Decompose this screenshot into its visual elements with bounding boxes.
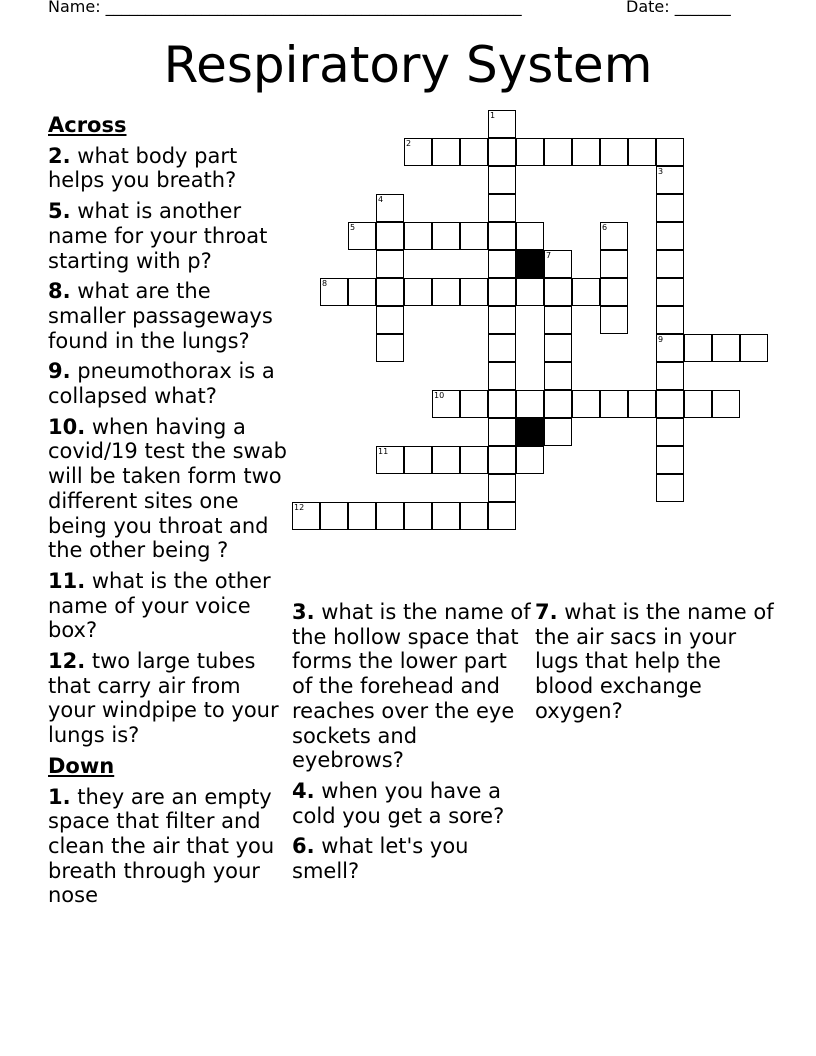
grid-cell[interactable] (656, 362, 684, 390)
clue-number: 4. (292, 778, 315, 803)
grid-cell[interactable] (740, 334, 768, 362)
grid-cell[interactable] (404, 446, 432, 474)
clue-text: what is the name of the hollow space that forms the lower part of the forehead and reaches over the eye sockets and eyebrows? (292, 600, 531, 773)
grid-cell[interactable] (348, 278, 376, 306)
grid-cell[interactable] (376, 446, 404, 474)
clue-across-9 (48, 359, 288, 408)
clue-down-1 (48, 785, 288, 909)
grid-cell[interactable] (712, 334, 740, 362)
grid-cell[interactable] (656, 418, 684, 446)
grid-cell[interactable] (488, 250, 516, 278)
grid-cell[interactable] (376, 222, 404, 250)
grid-cell[interactable] (432, 138, 460, 166)
grid-cell[interactable] (656, 166, 684, 194)
grid-cell[interactable] (656, 474, 684, 502)
clue-down-7 (535, 600, 775, 724)
grid-cell[interactable] (376, 278, 404, 306)
grid-cell[interactable] (376, 502, 404, 530)
grid-cell[interactable] (488, 418, 516, 446)
grid-cell[interactable] (404, 222, 432, 250)
grid-cell[interactable] (404, 278, 432, 306)
clue-text: what is the name of the air sacs in your lugs that help the blood exchange oxygen? (535, 600, 774, 723)
grid-cell[interactable] (684, 390, 712, 418)
clue-text: what let's you smell? (292, 834, 469, 884)
grid-cell[interactable] (488, 362, 516, 390)
grid-cell[interactable] (488, 502, 516, 530)
grid-cell[interactable] (656, 250, 684, 278)
clue-text: what is another name for your throat starting with p? (48, 199, 268, 273)
across-heading: Across (48, 113, 127, 137)
grid-cell[interactable] (460, 222, 488, 250)
grid-cell[interactable] (656, 334, 684, 362)
grid-cell[interactable] (460, 446, 488, 474)
grid-cell[interactable] (656, 278, 684, 306)
grid-cell[interactable] (656, 222, 684, 250)
grid-cell[interactable] (656, 306, 684, 334)
grid-cell[interactable] (544, 306, 572, 334)
grid-cell[interactable] (600, 222, 628, 250)
grid-cell[interactable] (432, 446, 460, 474)
clue-number: 12. (48, 649, 86, 674)
clue-text: two large tubes that carry air from your windpipe to your lungs is? (48, 649, 279, 748)
grid-cell[interactable] (656, 390, 684, 418)
grid-cell[interactable] (684, 334, 712, 362)
grid-cell[interactable] (460, 278, 488, 306)
grid-cell[interactable] (712, 390, 740, 418)
cell-number: 3 (658, 167, 664, 176)
grid-cell[interactable] (320, 502, 348, 530)
clues-column-2 (292, 600, 532, 890)
clue-number: 8. (48, 279, 71, 304)
grid-cell[interactable] (600, 138, 628, 166)
grid-cell[interactable] (488, 390, 516, 418)
cell-number: 5 (350, 223, 356, 232)
grid-cell[interactable] (488, 138, 516, 166)
name-field-label: Name: ____________________________________________________ (48, 0, 522, 16)
grid-cell[interactable] (488, 278, 516, 306)
cell-number: 2 (406, 139, 412, 148)
grid-cell[interactable] (628, 138, 656, 166)
cell-number: 7 (546, 251, 552, 260)
grid-cell[interactable] (488, 334, 516, 362)
grid-cell[interactable] (460, 502, 488, 530)
grid-cell[interactable] (600, 250, 628, 278)
grid-cell[interactable] (544, 250, 572, 278)
grid-cell[interactable] (656, 138, 684, 166)
grid-cell[interactable] (348, 222, 376, 250)
grid-cell[interactable] (292, 502, 320, 530)
clue-number: 3. (292, 600, 315, 624)
grid-cell[interactable] (544, 418, 572, 446)
clue-number: 10. (48, 414, 86, 439)
clues-column-3 (535, 600, 775, 730)
grid-block (516, 418, 544, 446)
grid-cell[interactable] (432, 502, 460, 530)
grid-cell[interactable] (656, 194, 684, 222)
grid-cell[interactable] (544, 362, 572, 390)
grid-cell[interactable] (488, 306, 516, 334)
clue-text: pneumothorax is a collapsed what? (48, 359, 275, 409)
clue-number: 6. (292, 834, 315, 859)
clue-down-6 (292, 834, 532, 883)
grid-block (516, 250, 544, 278)
grid-cell[interactable] (376, 306, 404, 334)
grid-cell[interactable] (488, 446, 516, 474)
grid-cell[interactable] (516, 222, 544, 250)
clue-number: 2. (48, 143, 71, 168)
clue-across-8 (48, 279, 288, 353)
grid-cell[interactable] (544, 334, 572, 362)
grid-cell[interactable] (600, 390, 628, 418)
clue-text: what is the other name of your voice box? (48, 568, 271, 643)
cell-number: 11 (378, 447, 389, 456)
grid-cell[interactable] (376, 194, 404, 222)
cell-number: 10 (434, 391, 445, 400)
grid-cell[interactable] (432, 222, 460, 250)
grid-cell[interactable] (348, 502, 376, 530)
grid-cell[interactable] (488, 194, 516, 222)
cell-number: 1 (490, 111, 496, 120)
grid-cell[interactable] (628, 390, 656, 418)
clue-down-3 (292, 600, 532, 773)
clue-text: what are the smaller passageways found in the lungs? (48, 279, 273, 353)
date-field-label: Date: _______ (626, 0, 731, 16)
clue-number: 5. (48, 199, 71, 224)
clue-across-12 (48, 649, 288, 748)
page-title: Respiratory System (163, 36, 653, 94)
cell-number: 4 (378, 195, 384, 204)
grid-cell[interactable] (600, 278, 628, 306)
clue-across-10 (48, 415, 288, 563)
grid-cell[interactable] (572, 390, 600, 418)
clues-column-1 (48, 113, 288, 914)
clue-number: 9. (48, 359, 71, 384)
grid-cell[interactable] (516, 278, 544, 306)
clue-across-2 (48, 144, 288, 193)
grid-cell[interactable] (488, 166, 516, 194)
clue-text: when you have a cold you get a sore? (292, 778, 505, 828)
clue-across-5 (48, 199, 288, 273)
clue-across-11 (48, 569, 288, 643)
cell-number: 8 (322, 279, 328, 288)
down-heading: Down (48, 753, 115, 778)
clue-down-4 (292, 779, 532, 828)
grid-cell[interactable] (376, 334, 404, 362)
grid-cell[interactable] (376, 250, 404, 278)
grid-cell[interactable] (404, 138, 432, 166)
cell-number: 9 (658, 335, 664, 344)
grid-cell[interactable] (488, 110, 516, 138)
grid-cell[interactable] (572, 278, 600, 306)
cell-number: 12 (294, 503, 305, 512)
grid-cell[interactable] (572, 138, 600, 166)
cell-number: 6 (602, 223, 608, 232)
grid-cell[interactable] (516, 138, 544, 166)
clue-number: 1. (48, 784, 71, 809)
grid-cell[interactable] (460, 138, 488, 166)
grid-cell[interactable] (460, 390, 488, 418)
grid-cell[interactable] (516, 446, 544, 474)
clue-text: when having a covid/19 test the swab will be taken form two different sites one being you throat and the other being ? (48, 414, 287, 563)
grid-cell[interactable] (488, 222, 516, 250)
clue-text: they are an empty space that filter and clean the air that you breath through your nose (48, 784, 275, 908)
grid-cell[interactable] (404, 502, 432, 530)
grid-cell[interactable] (544, 138, 572, 166)
clue-text: what body part helps you breath? (48, 143, 238, 193)
clue-number: 7. (535, 600, 558, 624)
grid-cell[interactable] (432, 390, 460, 418)
grid-cell[interactable] (544, 390, 572, 418)
grid-cell[interactable] (432, 278, 460, 306)
clue-number: 11. (48, 568, 86, 593)
grid-cell[interactable] (516, 390, 544, 418)
grid-cell[interactable] (544, 278, 572, 306)
grid-cell[interactable] (488, 474, 516, 502)
grid-cell[interactable] (320, 278, 348, 306)
grid-cell[interactable] (600, 306, 628, 334)
grid-cell[interactable] (656, 446, 684, 474)
